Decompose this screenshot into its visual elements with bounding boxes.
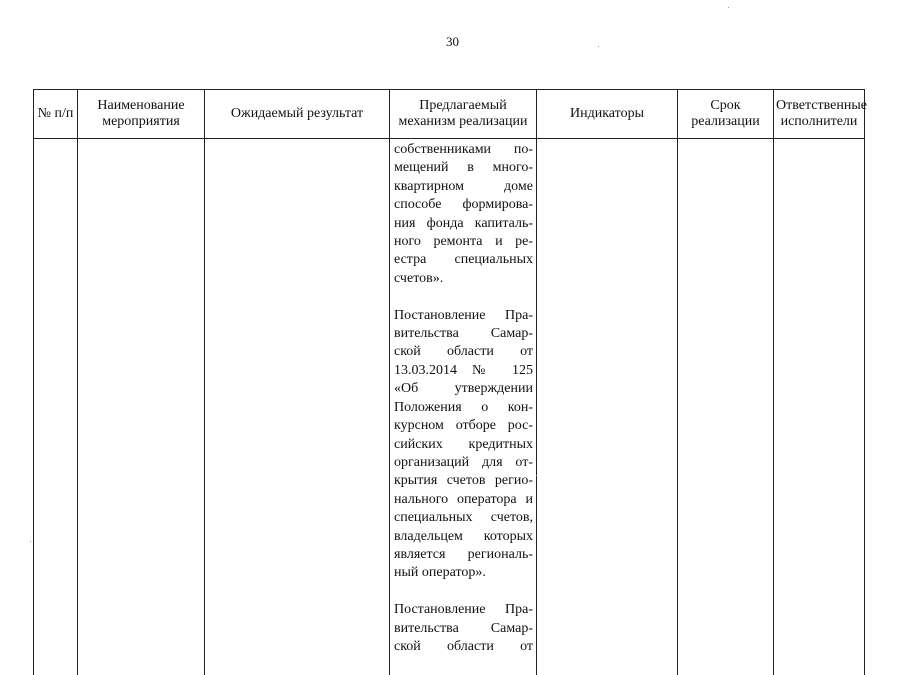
page-number: 30: [446, 34, 459, 49]
text-line: Положения о кон-: [394, 399, 533, 415]
mechanism-paragraph: [394, 141, 533, 307]
text-line: ного ремонта и ре-: [394, 234, 533, 250]
text-line: 13.03.2014 № 125: [394, 362, 533, 378]
text-line: ской области от: [394, 344, 533, 360]
mechanism-text: [390, 139, 536, 675]
text-line: курсном отборе рос-: [394, 418, 533, 434]
cell-number: [34, 139, 78, 675]
cell-responsible: [774, 139, 865, 675]
text-line: организаций для от-: [394, 454, 533, 470]
scan-speck: [30, 541, 31, 542]
cell-indicators: [537, 139, 678, 675]
cell-mechanism: [390, 139, 537, 675]
header-mechanism: Предлагаемый механизм реализации: [390, 90, 537, 139]
header-indicators: Индикаторы: [537, 90, 678, 139]
text-line: «Об утверждении: [394, 381, 533, 397]
text-line: вительства Самар-: [394, 326, 533, 342]
scan-speck: [728, 7, 729, 8]
text-line: счетов».: [394, 270, 444, 286]
header-number: № п/п: [34, 90, 78, 139]
header-responsible: Ответственные исполнители: [774, 90, 865, 139]
scan-speck: [598, 46, 599, 47]
text-line: является региональ-: [394, 546, 533, 562]
mechanism-paragraph: [394, 601, 533, 675]
text-line: собственниками по-: [394, 142, 533, 157]
table-header: [34, 90, 865, 139]
scan-speck: [536, 475, 537, 476]
text-line: естра специальных: [394, 252, 533, 268]
text-line: крытия счетов регио-: [394, 473, 533, 489]
text-line: мещений в много-: [394, 160, 533, 176]
text-line: владельцем которых: [394, 528, 533, 544]
text-line: квартирном доме: [394, 178, 533, 194]
text-line: нального оператора и: [394, 491, 533, 507]
text-line: Постановление Пра-: [394, 307, 533, 323]
text-line: ской области от: [394, 638, 533, 654]
text-line: способе формирова-: [394, 197, 533, 213]
header-measure-name: Наименование мероприятия: [78, 90, 205, 139]
text-line: вительства Самар-: [394, 620, 533, 636]
cell-measure-name: [78, 139, 205, 675]
cell-deadline: [678, 139, 774, 675]
table-row: [34, 139, 865, 675]
header-expected-result: Ожидаемый результат: [205, 90, 390, 139]
text-line: сийских кредитных: [394, 436, 533, 452]
cell-expected-result: [205, 139, 390, 675]
measures-table: [33, 89, 865, 675]
mechanism-paragraph: [394, 307, 533, 602]
text-line: специальных счетов,: [394, 510, 533, 526]
text-line: ния фонда капиталь-: [394, 215, 533, 231]
header-deadline: Срок реализации: [678, 90, 774, 139]
text-line: Постановление Пра-: [394, 602, 533, 618]
text-line: ный оператор».: [394, 565, 486, 581]
